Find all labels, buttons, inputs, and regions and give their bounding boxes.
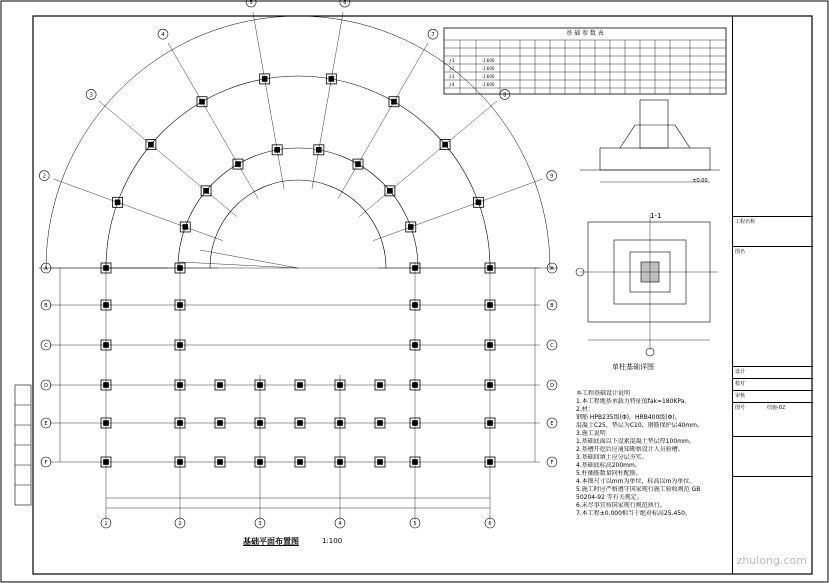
column [488,460,493,465]
column [218,421,223,426]
column [183,224,188,229]
radial-axis [338,43,428,199]
grid-bubble-label: B [550,303,554,309]
column [413,343,418,348]
plan-title: 基础平面布置图 [243,537,299,546]
column [387,188,392,193]
radial-axis [99,101,237,217]
column [413,266,418,271]
table-cell: -1.600 [481,66,495,71]
titleblock-row [733,436,813,477]
column [218,460,223,465]
titleblock-row: 图名 [733,246,813,277]
titleblock-row: 设计 [733,366,813,379]
notes-line: 4.基础底标高200mm。 [576,462,641,469]
column [488,303,493,308]
grid-bubble-label: 2 [42,173,46,180]
column [204,188,209,193]
notes-line: 混凝土C25，垫层为C10，钢筋保护层40mm。 [576,422,703,429]
notes-line: 6.未尽事宜按国家现行规范执行。 [576,502,666,509]
grid-bubble-label: 9 [550,173,554,180]
plan-scale: 1:100 [322,537,343,545]
grid-bubble-label: F [44,460,48,466]
column [258,421,263,426]
notes-line: 5.施工时应严格遵守国家现行施工验收规范 GB [576,486,701,493]
column [298,460,303,465]
table-cell: -1.600 [481,74,495,79]
column [104,383,109,388]
column [298,383,303,388]
radial-axis [359,101,497,217]
grid-bubble-label: E [550,421,554,427]
radial-axis [168,43,258,199]
column [338,383,343,388]
table-cell: -1.600 [481,82,495,87]
grid-bubble-label: 6 [343,0,347,7]
column [148,142,153,147]
titleblock-row: 工程名称 [733,216,813,247]
column [178,343,183,348]
grid-bubble-label: 4 [338,521,342,527]
grid-bubble-label: F [550,460,554,466]
notes-line: 3.施工说明 [576,430,606,437]
table-cell: J-2 [449,66,455,71]
grid-bubble-label: 1 [104,521,108,527]
notes-line: 钢筋 HPB235级(Φ)，HRB400级(Φ)。 [576,414,681,421]
notes-line: 2.材： [576,406,594,413]
titleblock-row: 图号 结施-02 [733,402,813,415]
column [275,147,280,152]
column [258,460,263,465]
column [392,99,397,104]
title-block [732,16,813,574]
column [178,421,183,426]
radial-axis [373,179,542,241]
column [115,200,120,205]
column [178,266,183,271]
table-cell: J-3 [449,74,455,79]
grid-bubble-label: E [44,421,48,427]
table-title: 基 础 参 数 表 [566,30,604,37]
design-notes [576,390,726,518]
foundation-detail [576,100,720,356]
column [408,224,413,229]
grid-bubble-label: A [550,266,554,272]
column [413,460,418,465]
radial-axis [312,12,343,189]
grid-bubble-label: 7 [431,32,435,39]
table-cell: J-4 [449,82,455,87]
column [218,383,223,388]
column [236,162,241,167]
grid-bubble-label: 6 [488,521,492,527]
grid-bubble-label: C [44,343,48,349]
radial-axis [54,179,223,241]
column [338,460,343,465]
arc-mid [178,148,418,268]
titleblock-row [733,476,813,517]
column [488,383,493,388]
footing-slope [620,125,690,148]
column [488,266,493,271]
notes-line: 3.基础回填土应分层夯实。 [576,454,648,461]
column [104,343,109,348]
column [476,200,481,205]
elevation-label: ±0.00 [692,178,708,184]
titleblock-row: 审核 [733,390,813,403]
column [178,460,183,465]
column [104,421,109,426]
table-cell: -1.600 [481,58,495,63]
arc-inner [210,180,386,268]
grid-bubble-label: 8 [503,92,507,99]
notes-line: 50204-92 等有关规定。 [576,494,643,501]
foundation-plan [38,0,558,528]
section-label: 1-1 [650,212,662,220]
column [378,383,383,388]
column [413,421,418,426]
column [200,99,205,104]
grid-bubble-label: A [44,266,48,272]
beam [180,250,298,268]
column [338,421,343,426]
column [488,343,493,348]
column [488,421,493,426]
column [329,76,334,81]
notes-line: 1.基础底面以下设素混凝土垫层厚100mm。 [576,438,695,445]
notes-heading: 本工程基础设计说明 [576,390,631,397]
column [178,383,183,388]
grid-bubble-label: 4 [161,32,165,39]
grid-bubble-label: 5 [413,521,417,527]
column [258,383,263,388]
notes-line: 2.基槽开挖后应通知勘察设计人员验槽。 [576,446,684,453]
column [316,147,321,152]
column [443,142,448,147]
column [104,266,109,271]
radial-axis [253,12,284,189]
column [104,460,109,465]
column [378,460,383,465]
column [262,76,267,81]
grid-bubble-label: D [550,383,554,389]
watermark: zhulong.com [736,554,807,567]
grid-bubble-label: 3 [89,92,93,99]
titleblock-row: 校对 [733,378,813,391]
table-cell: J-1 [449,58,455,63]
column [178,303,183,308]
notes-line: 7.本工程±0.000相当于绝对标高25.450。 [576,510,691,517]
column [413,383,418,388]
grid-bubble-label: B [44,303,48,309]
parameter-table [444,28,726,94]
arc-outer [106,76,490,268]
column [378,421,383,426]
column [356,162,361,167]
arc-dimension [46,16,550,268]
grid-bubble-label: 3 [258,521,262,527]
detail-plan-label: 单柱基础详图 [612,363,654,371]
notes-line: 4.本图尺寸以mm为单位，标高以m为单位。 [576,478,696,485]
notes-line: 5.柱插筋数量同柱配筋。 [576,470,642,477]
column [104,303,109,308]
grid-bubble-label: 2 [178,521,182,527]
grid-bubble-label: C [550,343,554,349]
column-section [640,100,668,148]
grid-bubble-label: D [44,383,48,389]
notes-line: 1.本工程地基承载力特征值fak=180KPa。 [576,398,691,405]
grid-bubble-label: 5 [249,0,253,7]
footing-section [600,148,710,170]
column [413,303,418,308]
column [298,421,303,426]
